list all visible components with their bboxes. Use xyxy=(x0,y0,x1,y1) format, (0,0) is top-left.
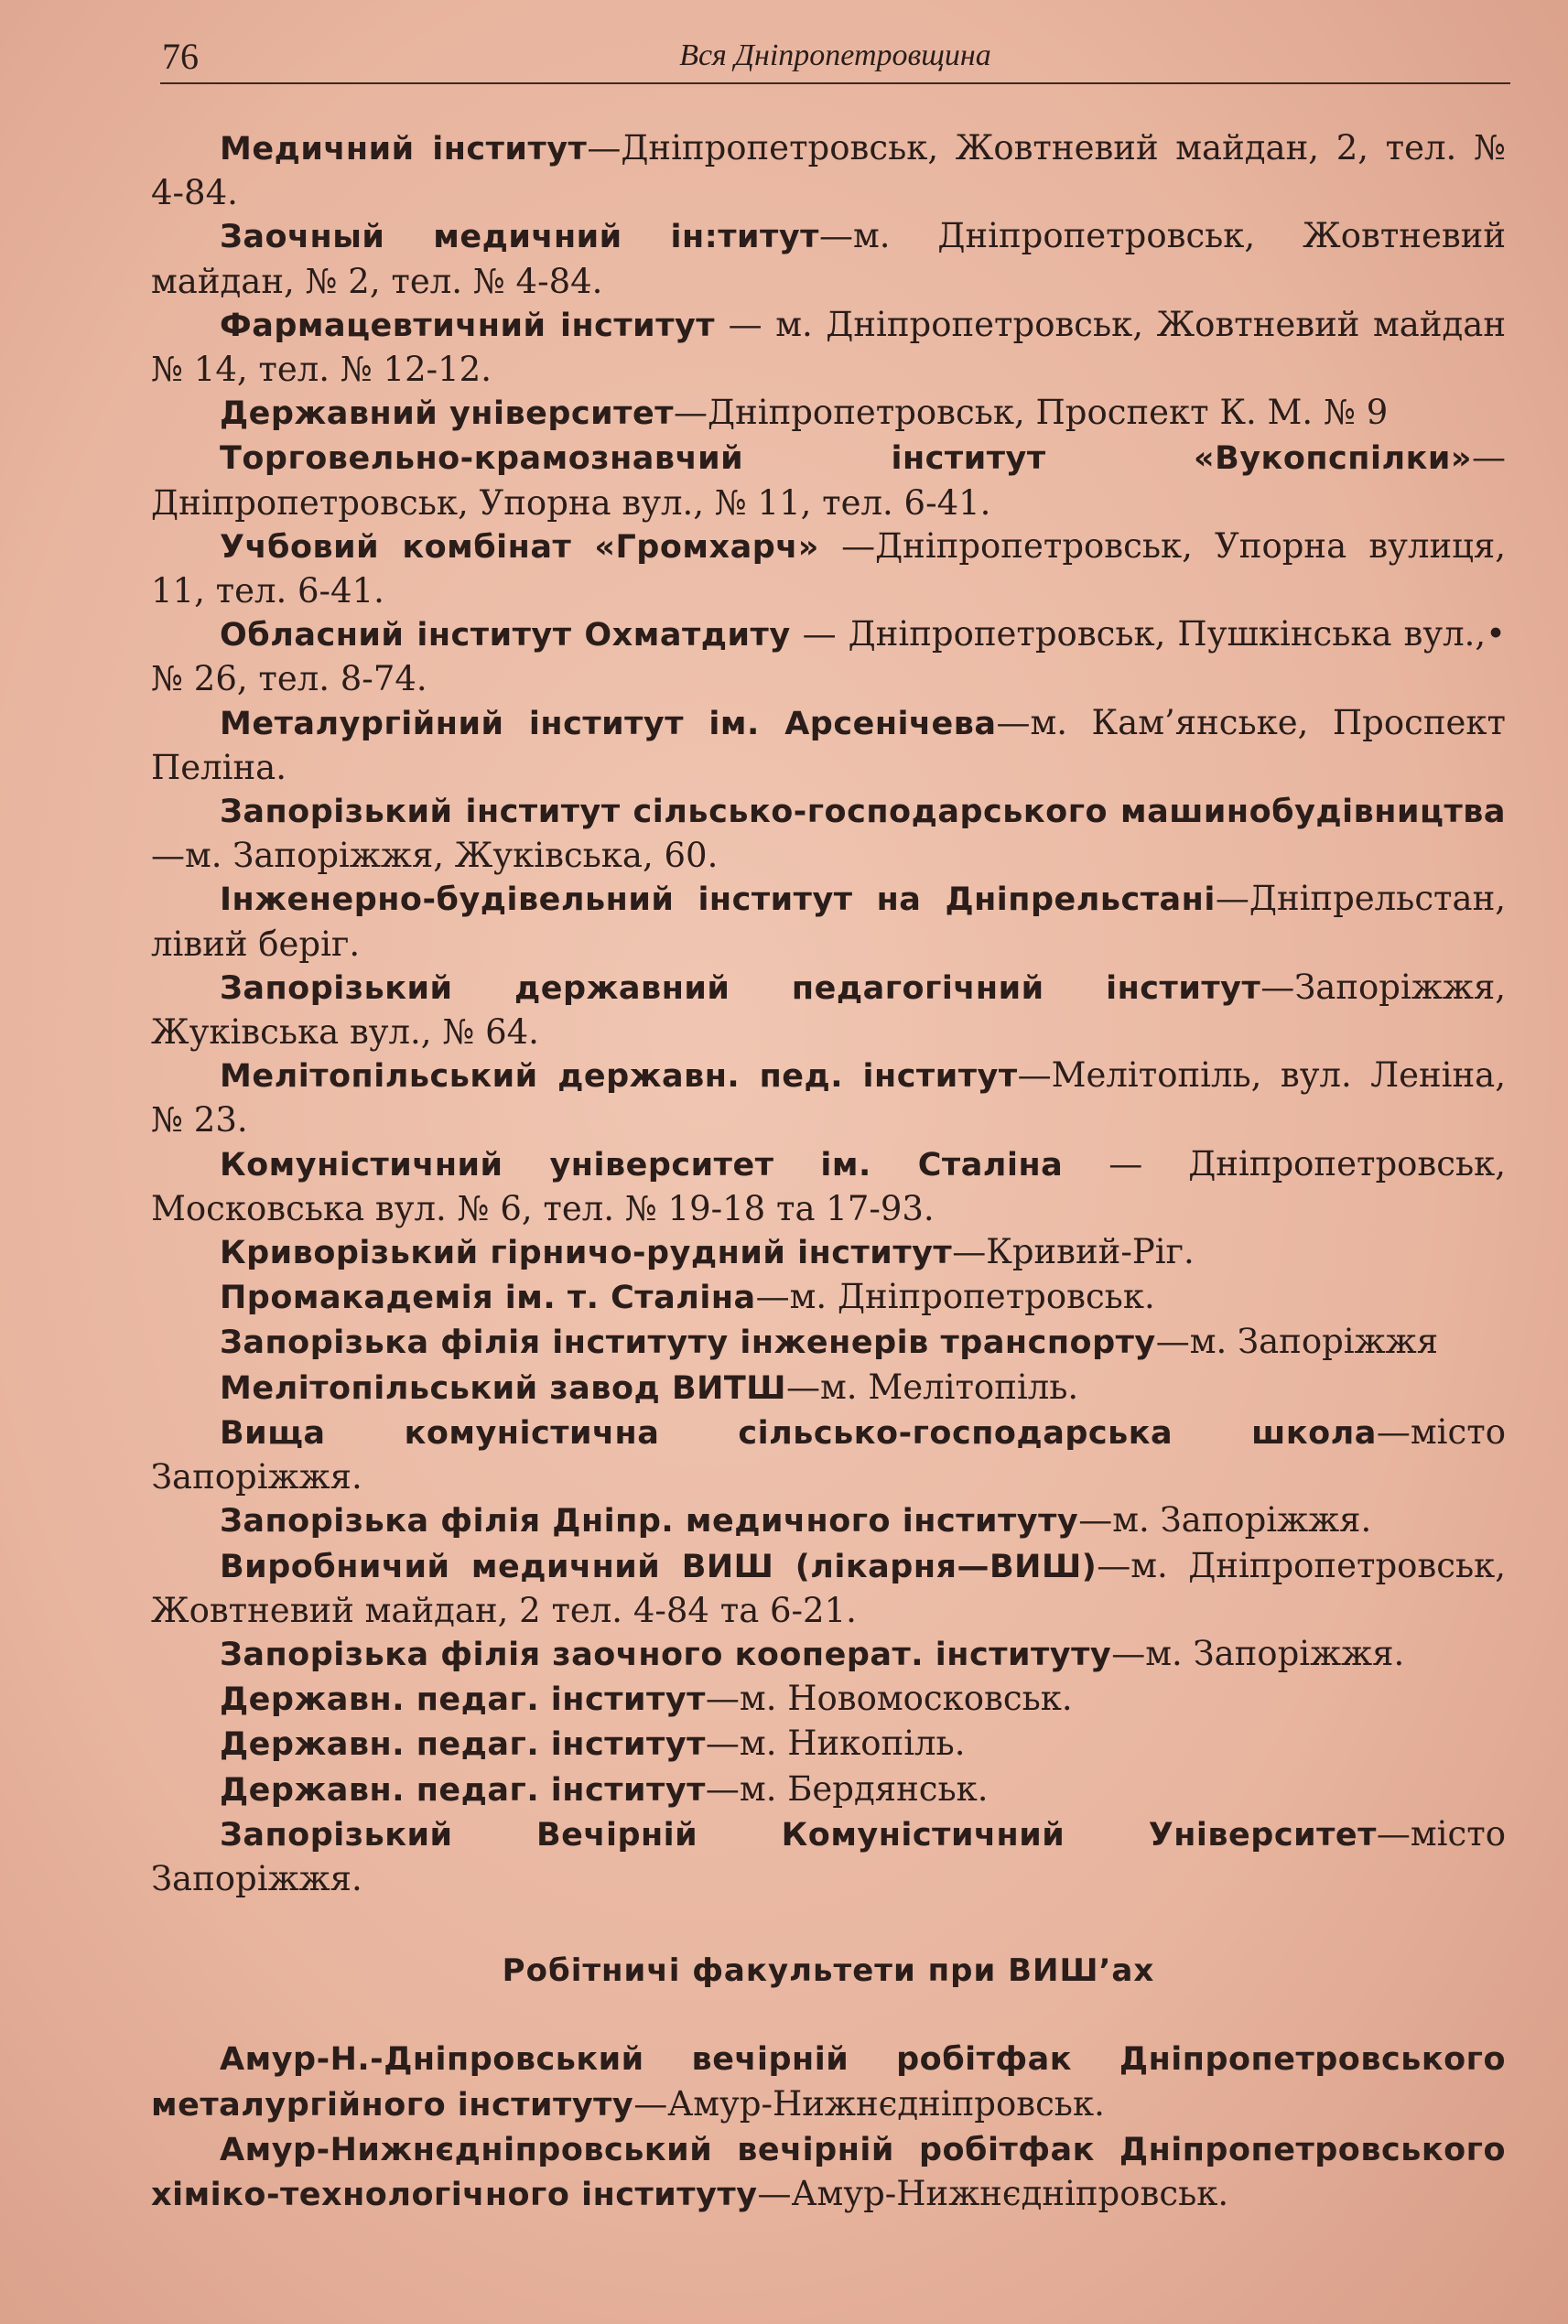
entry-details: — Дніпропетровськ, Московська вул. № 6, тел. № 19-18 та 17-93. xyxy=(151,1143,1506,1228)
entry-details: —Амур-Нижнєдніпровськ. xyxy=(757,2173,1229,2213)
page-number: 76 xyxy=(162,36,199,77)
entry-name: Інженерно-будівельний інститут на Дніпрельстані xyxy=(220,881,1216,919)
entry-details: —Дніпропетровськ, Упорна вулиця, 11, тел. 6-41. xyxy=(151,525,1507,611)
entry-name: Обласний інститут Охматдиту xyxy=(220,617,791,654)
directory-entry xyxy=(151,1230,1506,1275)
directory-entry xyxy=(151,126,1506,214)
entry-name: Державний університет xyxy=(220,395,674,433)
directory-entry xyxy=(151,789,1506,877)
directory-entry xyxy=(151,214,1506,302)
directory-entry xyxy=(151,1632,1506,1677)
entry-details: —місто Запоріжжя. xyxy=(151,1411,1506,1497)
entry-name: Металургійний інститут ім. Арсенічева xyxy=(220,705,997,742)
entry-name: Учбовий комбінат «Громхарч» xyxy=(220,528,819,566)
entry-name: Амур-Н.-Дніпровський вечірній робітфак Дніпропетровського металургійного інституту xyxy=(151,2041,1506,2124)
entry-name: Криворізький гірничо-рудний інститут xyxy=(220,1235,953,1272)
entry-name: Промакадемія ім. т. Сталіна xyxy=(220,1280,756,1317)
directory-entry xyxy=(151,2037,1506,2126)
directory-entry xyxy=(151,2127,1506,2217)
directory-entry xyxy=(151,612,1506,700)
entry-name: Державн. педаг. інститут xyxy=(220,1771,706,1809)
directory-entry xyxy=(151,966,1506,1054)
page-header xyxy=(160,27,1510,84)
entry-name: Державн. педаг. інститут xyxy=(220,1681,706,1719)
directory-entry xyxy=(151,1366,1506,1411)
entry-details: —місто Запоріжжя. xyxy=(151,1813,1506,1898)
entry-details: —Дніпропетровськ, Упорна вул., № 11, тел. 6-41. xyxy=(151,438,1506,523)
directory-entry xyxy=(151,1544,1506,1632)
entry-details: —м. Запоріжжя. xyxy=(1078,1500,1372,1540)
entry-name: Запорізький державний педагогічний інститут xyxy=(220,969,1261,1007)
rabfak-list xyxy=(151,2037,1506,2217)
entry-details: —м. Запоріжжя. xyxy=(1111,1633,1405,1673)
section-title: Робітничі факультети при ВИШ’ах xyxy=(502,1952,1155,1990)
directory-entry xyxy=(151,391,1506,436)
directory-entry xyxy=(151,1722,1506,1767)
running-title: Вся Дніпропетровщина xyxy=(679,38,991,72)
entry-details: —м. Дніпропетровськ, Жовтневий майдан, 2 тел. 4-84 та 6-21. xyxy=(151,1545,1506,1630)
entry-details: —м. Никопіль. xyxy=(705,1724,966,1764)
entry-name: Вища комуністична сільсько-господарська школа xyxy=(220,1414,1377,1452)
entry-name: Торговельно-крамознавчий інститут «Вукопспілки» xyxy=(220,440,1472,478)
entry-details: — Дніпропетровськ, Пушкінська вул.,• № 26, тел. 8-74. xyxy=(151,614,1506,699)
institutions-list xyxy=(151,126,1506,1900)
entry-details: —Запоріжжя, Жуківська вул., № 64. xyxy=(151,967,1506,1053)
directory-entry xyxy=(151,1812,1506,1900)
directory-entry xyxy=(151,524,1506,612)
directory-entry xyxy=(151,1320,1506,1365)
entry-details: —Кривий-Ріг. xyxy=(952,1232,1195,1272)
entry-name: Виробничий медичний ВИШ (лікарня—ВИШ) xyxy=(220,1548,1098,1585)
entry-name: Фармацевтичний інститут xyxy=(220,307,716,344)
entry-name: Запорізький Вечірній Комуністичний Університет xyxy=(220,1816,1377,1854)
directory-entry xyxy=(151,1054,1506,1141)
entry-name: Мелітопільський завод ВИТШ xyxy=(220,1369,787,1407)
entry-details: —Дніпропетровськ, Жовтневий майдан, 2, тел. № 4-84. xyxy=(151,128,1506,213)
entry-details: —м. Бердянськ. xyxy=(705,1768,989,1809)
directory-entry xyxy=(151,701,1506,789)
entry-details: —Мелітопіль, вул. Леніна, № 23. xyxy=(151,1055,1507,1140)
directory-entry xyxy=(151,1677,1506,1722)
directory-entry xyxy=(151,303,1506,391)
page-content xyxy=(151,126,1506,2217)
entry-details: —Дніпропетровськ, Проспект К. М. № 9 xyxy=(674,393,1389,433)
directory-entry xyxy=(151,877,1506,965)
entry-name: Амур-Нижнєдніпровський вечірній робітфак Дніпропетровського хіміко-технологічного інституту xyxy=(151,2131,1506,2213)
entry-name: Державн. педаг. інститут xyxy=(220,1726,706,1764)
entry-details: —м. Запоріжжя xyxy=(1155,1322,1439,1362)
entry-name: Медичний інститут xyxy=(220,131,588,168)
entry-name: Комуністичний університет ім. Сталіна xyxy=(220,1146,1064,1184)
entry-details: — м. Дніпропетровськ, Жовтневий майдан № 14, тел. № 12-12. xyxy=(151,304,1506,390)
entry-name: Запорізький інститут сільсько-господарського машинобудівництва xyxy=(220,794,1506,831)
entry-details: —м. Новомосковськ. xyxy=(705,1679,1073,1719)
directory-entry xyxy=(151,1498,1506,1543)
directory-entry xyxy=(151,1275,1506,1320)
entry-details: —м. Дніпропетровськ. xyxy=(755,1277,1155,1317)
entry-details: —Амур-Нижнєдніпровськ. xyxy=(633,2083,1105,2124)
entry-details: —Дніпрельстан, лівий беріг. xyxy=(151,879,1506,964)
entry-name: Заочный медичний ін:титут xyxy=(220,219,819,256)
entry-details: —м. Дніпропетровськ, Жовтневий майдан, № 2, тел. № 4-84. xyxy=(151,216,1506,301)
directory-entry xyxy=(151,1142,1506,1230)
directory-entry xyxy=(151,1767,1506,1812)
entry-details: —м. Запоріжжя, Жуківська, 60. xyxy=(151,836,719,876)
directory-entry xyxy=(151,436,1506,524)
entry-details: —м. Мелітопіль. xyxy=(786,1367,1079,1407)
entry-name: Мелітопільський державн. пед. інститут xyxy=(220,1058,1018,1096)
entry-name: Запорізька філія Дніпр. медичного інституту xyxy=(220,1503,1079,1540)
directory-entry xyxy=(151,1411,1506,1498)
entry-name: Запорізька філія інституту інженерів транспорту xyxy=(220,1324,1156,1362)
entry-name: Запорізька філія заочного кооперат. інституту xyxy=(220,1636,1112,1673)
entry-details: —м. Кам’янське, Проспект Пеліна. xyxy=(151,702,1506,787)
